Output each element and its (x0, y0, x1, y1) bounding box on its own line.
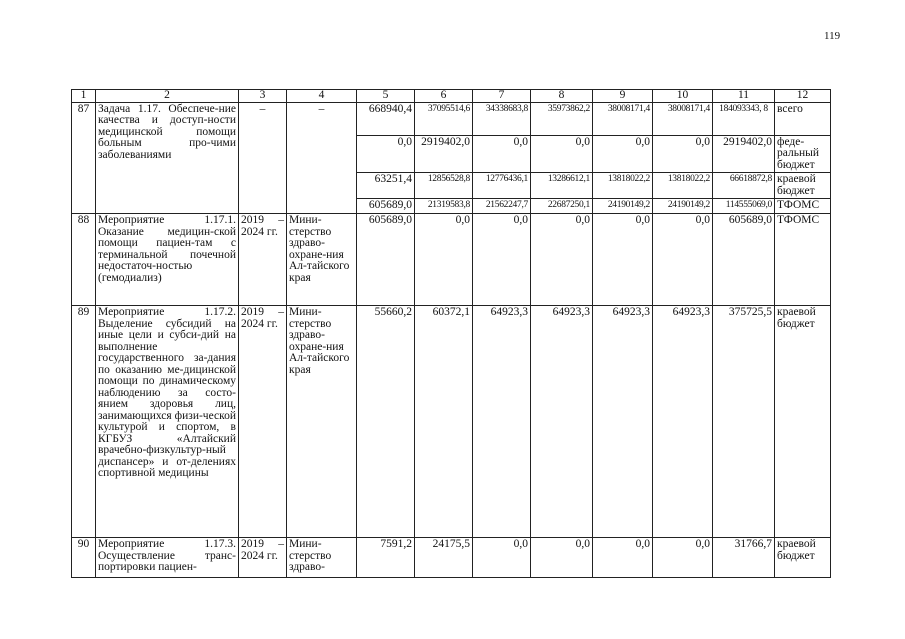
value-cell: 21562247,7 (473, 199, 531, 214)
value-cell: 0,0 (593, 214, 653, 306)
table-row (72, 538, 831, 578)
value-cell: 66618872,8 (713, 173, 775, 199)
row-title: Мероприятие 1.17.2. Выделение субсидий на иные цели и субси-дий на выполнение государственного за-дания по оказанию ме-дицинской помощи по динамическому наблюдению за состо-янием здоровья лиц, занимающихся физи-ческой культурой и спортом, в КГБУЗ «Алтайский врачебно-физкультур-ный диспансер» и от-делениях спортивной медицины (96, 306, 239, 538)
value-cell: 0,0 (593, 135, 653, 173)
header-cell: 12 (775, 90, 831, 103)
funding-source: всего (775, 102, 831, 135)
header-cell: 6 (415, 90, 473, 103)
row-executor: Мини-стерство здраво-охране-ния Ал-тайского края (287, 214, 357, 306)
row-number: 90 (72, 538, 96, 578)
row-number: 89 (72, 306, 96, 538)
header-cell: 4 (287, 90, 357, 103)
value-cell: 0,0 (531, 135, 593, 173)
row-period: 2019 – 2024 гг. (239, 538, 287, 578)
row-number: 88 (72, 214, 96, 306)
value-cell: 0,0 (357, 135, 415, 173)
value-cell: 184093343, 8 (713, 102, 775, 135)
header-cell: 5 (357, 90, 415, 103)
header-cell: 10 (653, 90, 713, 103)
value-cell: 0,0 (531, 538, 593, 578)
value-cell: 668940,4 (357, 102, 415, 135)
row-title: Мероприятие 1.17.3. Осуществление транс-портировки пациен- (96, 538, 239, 578)
value-cell: 34338683,8 (473, 102, 531, 135)
row-period: – (239, 102, 287, 214)
value-cell: 24175,5 (415, 538, 473, 578)
funding-source: ТФОМС (775, 199, 831, 214)
value-cell: 35973862,2 (531, 102, 593, 135)
header-cell: 11 (713, 90, 775, 103)
table-row (72, 306, 831, 538)
value-cell: 31766,7 (713, 538, 775, 578)
value-cell: 64923,3 (531, 306, 593, 538)
value-cell: 0,0 (415, 214, 473, 306)
value-cell: 0,0 (473, 214, 531, 306)
row-period: 2019 – 2024 гг. (239, 306, 287, 538)
row-executor: – (287, 102, 357, 214)
value-cell: 2919402,0 (713, 135, 775, 173)
value-cell: 12776436,1 (473, 173, 531, 199)
value-cell: 24190149,2 (653, 199, 713, 214)
table-row (72, 214, 831, 306)
program-table (71, 89, 831, 578)
value-cell: 114555069,0 (713, 199, 775, 214)
value-cell: 22687250,1 (531, 199, 593, 214)
value-cell: 0,0 (653, 135, 713, 173)
header-cell: 9 (593, 90, 653, 103)
row-executor: Мини-стерство здраво-охране-ния Ал-тайского края (287, 306, 357, 538)
header-cell: 7 (473, 90, 531, 103)
row-period: 2019 – 2024 гг. (239, 214, 287, 306)
value-cell: 55660,2 (357, 306, 415, 538)
funding-source: феде-ральный бюджет (775, 135, 831, 173)
value-cell: 12856528,8 (415, 173, 473, 199)
value-cell: 2919402,0 (415, 135, 473, 173)
row-number: 87 (72, 102, 96, 214)
value-cell: 63251,4 (357, 173, 415, 199)
value-cell: 64923,3 (653, 306, 713, 538)
value-cell: 13818022,2 (593, 173, 653, 199)
value-cell: 605689,0 (357, 214, 415, 306)
row-executor: Мини-стерство здраво- (287, 538, 357, 578)
funding-source: краевой бюджет (775, 173, 831, 199)
value-cell: 60372,1 (415, 306, 473, 538)
value-cell: 24190149,2 (593, 199, 653, 214)
value-cell: 38008171,4 (653, 102, 713, 135)
value-cell: 0,0 (473, 135, 531, 173)
header-cell: 3 (239, 90, 287, 103)
header-row (72, 90, 831, 103)
value-cell: 0,0 (531, 214, 593, 306)
row-title: Мероприятие 1.17.1. Оказание медицин-ской помощи пациен-там с терминальной почечной недостаточ-ностью (гемодиализ) (96, 214, 239, 306)
value-cell: 37095514,6 (415, 102, 473, 135)
value-cell: 605689,0 (357, 199, 415, 214)
value-cell: 7591,2 (357, 538, 415, 578)
value-cell: 0,0 (593, 538, 653, 578)
value-cell: 64923,3 (593, 306, 653, 538)
value-cell: 0,0 (653, 214, 713, 306)
value-cell: 21319583,8 (415, 199, 473, 214)
funding-source: краевой бюджет (775, 538, 831, 578)
value-cell: 375725,5 (713, 306, 775, 538)
value-cell: 38008171,4 (593, 102, 653, 135)
header-cell: 1 (72, 90, 96, 103)
row-title: Задача 1.17. Обеспече-ние качества и доступ-ности медицинской помощи больным про-чими заболеваниями (96, 102, 239, 214)
value-cell: 13286612,1 (531, 173, 593, 199)
funding-source: краевой бюджет (775, 306, 831, 538)
value-cell: 13818022,2 (653, 173, 713, 199)
header-cell: 8 (531, 90, 593, 103)
header-cell: 2 (96, 90, 239, 103)
value-cell: 64923,3 (473, 306, 531, 538)
table-row (72, 102, 831, 135)
value-cell: 0,0 (473, 538, 531, 578)
value-cell: 605689,0 (713, 214, 775, 306)
page-number: 119 (824, 30, 841, 42)
funding-source: ТФОМС (775, 214, 831, 306)
value-cell: 0,0 (653, 538, 713, 578)
